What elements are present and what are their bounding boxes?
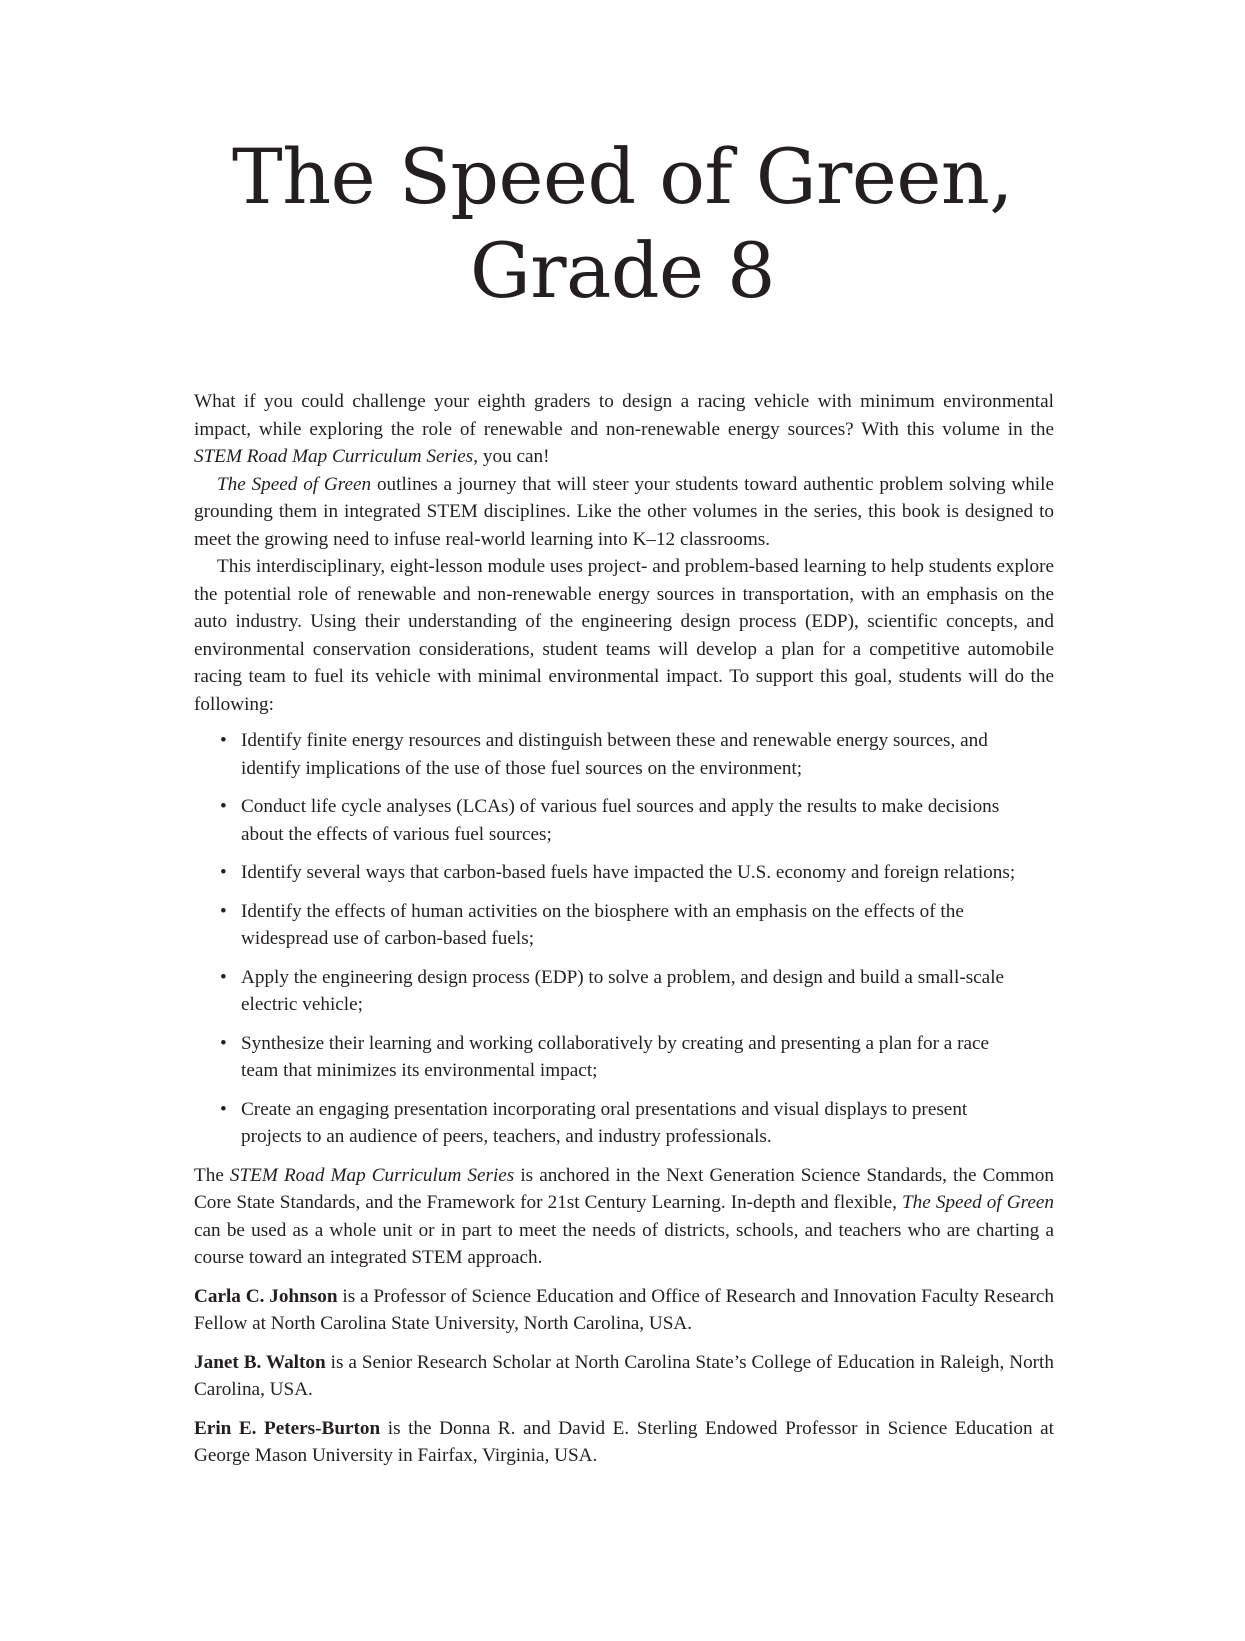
author-bio-walton xyxy=(194,1349,1054,1404)
bullet-icon: • xyxy=(220,1098,227,1120)
author-name: Janet B. Walton xyxy=(194,1351,326,1373)
list-item-text: Identify several ways that carbon-based fuels have impacted the U.S. economy and foreign relations; xyxy=(241,862,1016,883)
closing-paragraph xyxy=(194,1162,1054,1272)
author-bio-peters-burton xyxy=(194,1415,1054,1470)
list-item-text: Identify the effects of human activities on the biosphere with an emphasis on the effects of the widespread use of carbon-based fuels; xyxy=(241,900,964,949)
bullet-icon: • xyxy=(220,966,227,988)
list-item xyxy=(194,898,1054,953)
title-line-1: The Speed of Green, xyxy=(232,132,1013,221)
author-bio-johnson xyxy=(194,1283,1054,1338)
list-item xyxy=(194,1030,1054,1085)
intro-paragraph-3: This interdisciplinary, eight-lesson module uses project- and problem-based learning to help students explore the potential role of renewable and non-renewable energy sources in transportation, with an emphasis on the auto industry. Using their understanding of the engineering design process (EDP), scientific concepts, and environmental conservation considerations, student teams will develop a plan for a competitive automobile racing team to fuel its vehicle with minimal environmental impact. To support this goal, students will do the following: xyxy=(194,556,1054,715)
list-item-text: Synthesize their learning and working collaboratively by creating and presenting a plan for a race team that minimizes its environmental impact; xyxy=(241,1032,990,1081)
bullet-icon: • xyxy=(220,1032,227,1054)
author-bio-text: is a Professor of Science Education and Office of Research and Innovation Faculty Research Fellow at North Carolina State University, North Carolina, USA. xyxy=(194,1285,1054,1334)
page-title xyxy=(0,130,1245,318)
closing-text-b: is anchored in the Next Generation Science Standards, the Common Core State Standards, and the Framework for 21st Century Learning. In-depth and flexible, xyxy=(194,1164,1054,1213)
bullet-icon: • xyxy=(220,862,227,883)
bullet-icon: • xyxy=(220,730,227,751)
intro-paragraph-1 xyxy=(194,388,1054,471)
bullet-icon: • xyxy=(220,900,227,922)
list-item-text: Conduct life cycle analyses (LCAs) of various fuel sources and apply the results to make decisions about the effects of various fuel sources; xyxy=(241,796,1000,845)
author-name: Erin E. Peters-Burton xyxy=(194,1417,381,1439)
list-item xyxy=(194,727,1054,782)
bullet-icon: • xyxy=(220,796,227,817)
series-name-italic: STEM Road Map Curriculum Series xyxy=(194,446,474,467)
list-item-text: Create an engaging presentation incorporating oral presentations and visual displays to present projects to an audience of peers, teachers, and industry professionals. xyxy=(241,1098,968,1147)
list-item xyxy=(194,964,1054,1019)
book-title-italic: The Speed of Green xyxy=(217,473,372,495)
book-title-italic: The Speed of Green xyxy=(902,1192,1054,1213)
closing-text-c: can be used as a whole unit or in part to meet the needs of districts, schools, and teachers who are charting a course toward an integrated STEM approach. xyxy=(194,1219,1054,1268)
intro-p2-text: outlines a journey that will steer your students toward authentic problem solving while grounding them in integrated STEM disciplines. Like the other volumes in the series, this book is designed to meet the growing need to infuse real-world learning into K–12 classrooms. xyxy=(194,473,1054,550)
title-line-2: Grade 8 xyxy=(470,226,775,315)
intro-p1-text-a: What if you could challenge your eighth graders to design a racing vehicle with minimum environmental impact, while exploring the role of renewable and non-renewable energy sources? With this volume in the xyxy=(194,391,1054,440)
objectives-list xyxy=(194,727,1054,1151)
list-item xyxy=(194,859,1054,887)
closing-text-a: The xyxy=(194,1164,230,1186)
author-bio-text: is a Senior Research Scholar at North Carolina State’s College of Education in Raleigh, North Carolina, USA. xyxy=(194,1351,1054,1400)
intro-p1-text-b: , you can! xyxy=(473,446,550,467)
author-name: Carla C. Johnson xyxy=(194,1285,338,1307)
series-name-italic: STEM Road Map Curriculum Series xyxy=(229,1164,515,1186)
list-item xyxy=(194,793,1054,848)
author-bio-text: is the Donna R. and David E. Sterling Endowed Professor in Science Education at George Mason University in Fairfax, Virginia, USA. xyxy=(194,1417,1054,1466)
list-item-text: Identify finite energy resources and distinguish between these and renewable energy sources, and identify implications of the use of those fuel sources on the environment; xyxy=(241,730,988,779)
list-item-text: Apply the engineering design process (EDP) to solve a problem, and design and build a small-scale electric vehicle; xyxy=(241,966,1005,1015)
body-content xyxy=(194,388,1054,1470)
list-item xyxy=(194,1096,1054,1151)
intro-paragraph-2 xyxy=(194,471,1054,554)
